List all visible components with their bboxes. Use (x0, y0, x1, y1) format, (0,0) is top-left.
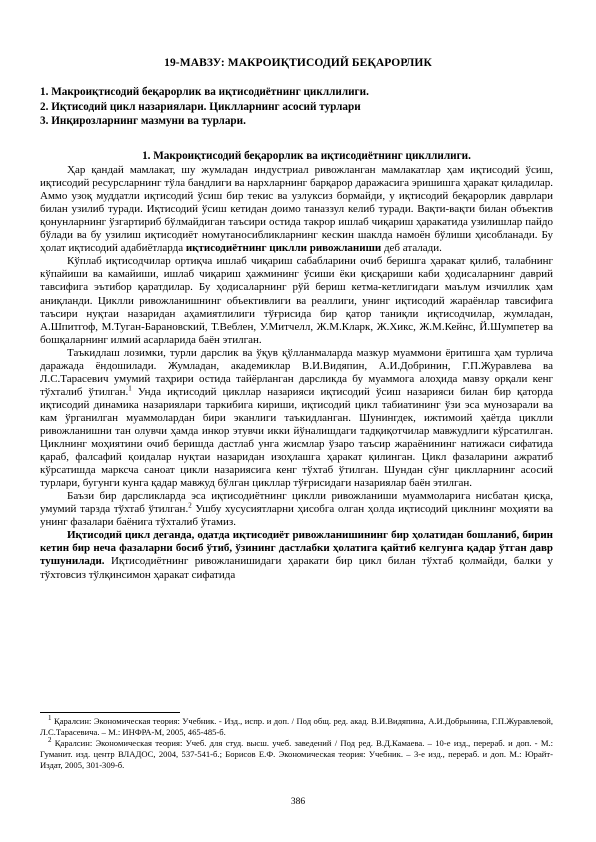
paragraph-4-part-b: Ушбу хусусиятларни ҳисобга олган ҳолда иқтисодий циклнинг моҳияти ва унинг фазалари баёнига тўхталиб ўтамиз. (40, 503, 553, 529)
footnote-2-mark: 2 (48, 736, 52, 745)
page-number: 386 (290, 797, 306, 807)
paragraph-1 (40, 164, 553, 255)
footnote-divider (40, 712, 180, 713)
outline-item-3: 3. Инқирозларнинг мазмуни ва турлари. (40, 115, 246, 127)
paragraph-3-part-b: Унда иқтисодий цикллар назарияси иқтисодий ўсиш назарияси билан бир қаторда иқтисодий динамика назариялари таркибига кириши, иқтисодий цикл табиатининг ўзи эса мунозарали ва кам ўрганилган муаммолардан бири эканлиги таъкидланган. Шунингдек, ижтимоий ҳаётда циклли ривожланишни тан олувчи ҳамда инкор этувчи икки йўналишдаги тадқиқотчилар мавжудлиги кўрсатилган. Циклнинг моҳиятини очиб беришда дастлаб унга жисмлар ўзаро таъсир жараёнининг натижаси сифатида қараб, фалсафий қоидалар нуқтаи назаридан изоҳлашга ҳаракат қилинган. Цикл фазаларини ажратиб кўрсатишда марксча саноат цикли назариясига кенг тўхтаб ўтилган. Шундан сўнг циклларнинг асосий турлари, бугунги кунга қадар мавжуд бўлган цикллар тўғрисидаги назариялар баён этилган. (40, 385, 553, 490)
footnote-1 (40, 716, 553, 738)
footnote-1-text: Қаралсин: Экономическая теория: Учебник. - Изд., испр. и доп. / Под общ. ред. акад. В.И.Видяпина, А.И.Добрынина, Г.П.Журавлевой, Л.С.Тарасевича. – М.: ИНФРА-М, 2005, 465-485-б. (40, 716, 553, 737)
paragraph-5 (40, 529, 553, 581)
footnote-ref-2[interactable]: 2 (188, 501, 192, 510)
topic-outline (40, 85, 550, 129)
paragraph-1-bold-term: иқтисодиётнинг циклли ривожланиши (185, 242, 382, 255)
outline-item-1: 1. Макроиқтисодий беқарорлик ва иқтисодиётнинг цикллилиги. (40, 86, 369, 98)
paragraph-5-tail: Иқтисодиётнинг ривожланишидаги ҳаракати бир цикл билан тўхтаб қолмайди, балки у тўхтовсиз тўлқинсимон ҳаракат сифатида (40, 555, 553, 581)
paragraph-2: Кўплаб иқтисодчилар ортиқча ишлаб чиқариш сабабларини очиб беришга ҳаракат қилиб, талабнинг кўпайиши ва камайиши, ишлаб чиқариш ҳажмининг ўсиши ёки қисқариши каби ҳодисаларнинг даврий тавсифига эътибор қаратдилар. Бу ҳодисаларнинг рўй бериш кетма-кетлигидаги маълум изчиллик ҳам аниқланди. Циклли ривожланишнинг объективлиги ва реаллиги, унинг иқтисодий жараёнлар тавсифига таъсири нуқтаи назаридан аҳамиятлилиги тўғрисида бир қатор таниқли иқтисодчилар, жумладан, А.Шпитгоф, М.Туган-Барановский, Т.Веблен, У.Митчелл, Ж.М.Кларк, Ж.Хикс, Ж.М.Кейнс, Й.Шумпетер ва бошқаларнинг илмий асарларида баён этилган. (40, 255, 553, 346)
footnote-ref-1[interactable]: 1 (128, 384, 132, 393)
main-text (40, 150, 553, 582)
paragraph-3-part-a: Таъкидлаш лозимки, турли дарслик ва ўқув қўлланмаларда мазкур муаммони ёритишга ҳам турлича даражада ёндошилади. Жумладан, академиклар В.И.Видяпин, А.И.Добринин, Г.П.Журавлева ва Л.С.Тарасевич умумий таҳрири остида тайёрланган дарсликда бу муаммога алоҳида мавзу орқали кенг тўхталиб ўтилган. (40, 346, 553, 398)
outline-item-2: 2. Иқтисодий цикл назариялари. Циклларнинг асосий турлари (40, 100, 361, 113)
footnote-2-text: Қаралсин: Экономическая теория: Учеб. для студ. высш. учеб. заведений / Под ред. В.Д.Камаева. – 10-е изд., перераб. и доп. - М.: Гуманит. изд. центр ВЛАДОС, 2004, 537-541-б.; Борисов Е.Ф. Экономическая теория: Учебник. – 3-е изд., перераб. и доп. М.: Юрайт-Издат, 2005, 301-309-б. (40, 738, 553, 770)
page-title: 19-МАВЗУ: МАКРОИҚТИСОДИЙ БЕҚАРОРЛИК (164, 57, 432, 69)
paragraph-4-part-a: Баъзи бир дарсликларда эса иқтисодиётнинг циклли ривожланиши муаммоларига нисбатан қисқа, умумий тарзда тўхтаб ўтилган. (40, 490, 553, 516)
paragraph-4 (40, 490, 553, 529)
section-heading: 1. Макроиқтисодий беқарорлик ва иқтисодиётнинг цикллилиги. (142, 150, 471, 162)
paragraph-5-definition: Иқтисодий цикл деганда, одатда иқтисодиёт ривожланишининг бир ҳолатидан бошланиб, бирин кетин бир неча фазаларни босиб ўтиб, ўзининг дастлабки ҳолатига қайтиб келгунга қадар ўтган давр тушунилади. (40, 529, 553, 568)
footnote-1-mark: 1 (48, 714, 52, 723)
paragraph-1-text: Ҳар қандай мамлакат, шу жумладан индустриал ривожланган мамлакатлар ҳам иқтисодий ўсиш, иқтисодий ресурсларнинг тўла бандлиги ва нархларнинг барқарор даражасига эришишга ҳаракат қиладилар. Аммо узоқ муддатли иқтисодий ўсиш бир текис ва узлуксиз бормайди, у иқтисодий беқарорлик даврлари билан узилиб туради. Иқтисодий ўсиш кетидан доимо таназзул келиб туради. Вақти-вақти билан объектив қонунларнинг ўзгартириб бўлмайдиган таъсири остида такрор ишлаб чиқариш ҳаракатида узилишлар пайдо бўлади ва бу узилиш иқтисодиёт номутаносибликларнинг кескин шаклда намоён бўлиши ҳисобланади. Бу ҳолат иқтисодий адабиётларда (40, 164, 553, 255)
footnotes (40, 716, 553, 771)
paragraph-1-tail: деб аталади. (383, 242, 442, 255)
footnote-2 (40, 738, 553, 771)
paragraph-3 (40, 347, 553, 491)
